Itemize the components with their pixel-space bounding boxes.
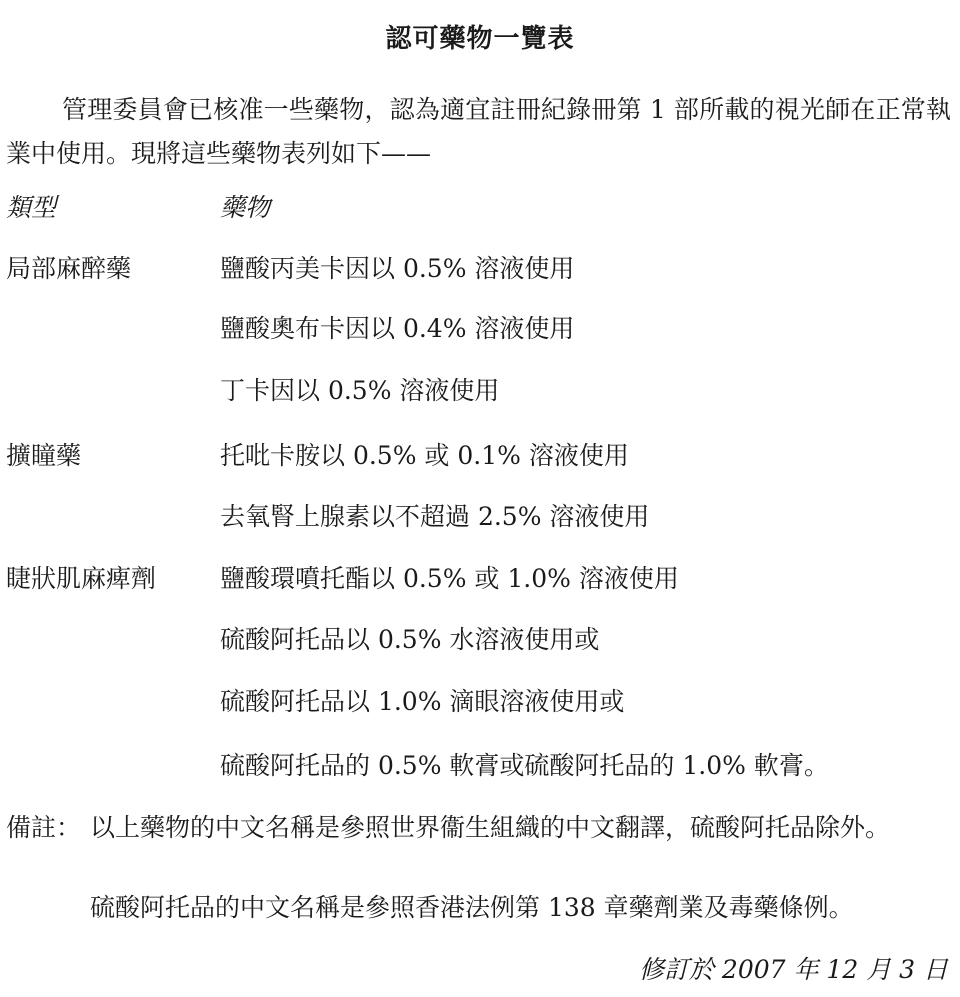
header-drug: 藥物 — [220, 193, 271, 222]
note-label: 備註： — [6, 813, 82, 842]
row-category: 睫狀肌麻痺劑 — [6, 564, 157, 593]
row-category: 擴瞳藥 — [6, 441, 82, 470]
row-drug: 托吡卡胺以 0.5% 或 0.1% 溶液使用 — [220, 441, 629, 470]
row-drug: 丁卡因以 0.5% 溶液使用 — [220, 376, 500, 405]
note-line-1: 以上藥物的中文名稱是參照世界衞生組織的中文翻譯，硫酸阿托品除外。 — [90, 813, 891, 842]
row-drug: 硫酸阿托品以 1.0% 滴眼溶液使用或 — [220, 687, 625, 716]
row-drug: 硫酸阿托品的 0.5% 軟膏或硫酸阿托品的 1.0% 軟膏。 — [220, 751, 829, 780]
row-drug: 去氧腎上腺素以不超過 2.5% 溶液使用 — [220, 502, 650, 531]
note-line-2: 硫酸阿托品的中文名稱是參照香港法例第 138 章藥劑業及毒藥條例。 — [90, 893, 854, 922]
row-category: 局部麻醉藥 — [6, 254, 132, 283]
row-drug: 硫酸阿托品以 0.5% 水溶液使用或 — [220, 625, 600, 654]
row-drug: 鹽酸丙美卡因以 0.5% 溶液使用 — [220, 254, 575, 283]
intro-paragraph: 管理委員會已核准一些藥物，認為適宜註冊紀錄冊第 1 部所載的視光師在正常執業中使用。現將這些藥物表列如下—— — [6, 95, 951, 168]
row-drug: 鹽酸環噴托酯以 0.5% 或 1.0% 溶液使用 — [220, 564, 679, 593]
header-type: 類型 — [6, 193, 57, 222]
row-drug: 鹽酸奧布卡因以 0.4% 溶液使用 — [220, 314, 575, 343]
revision-date: 修訂於 2007 年 12 月 3 日 — [638, 955, 948, 984]
page-title: 認可藥物一覽表 — [385, 24, 575, 54]
